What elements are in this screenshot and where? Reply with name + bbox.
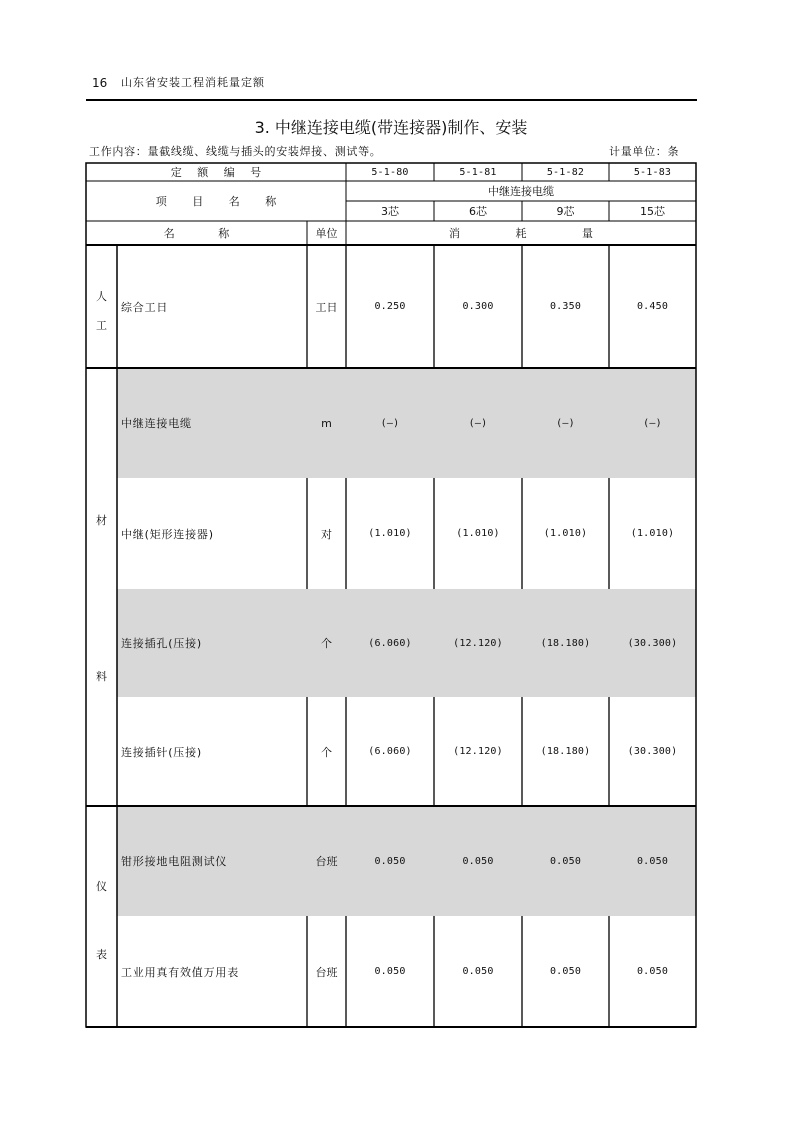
quota-table — [86, 163, 696, 1027]
table-header — [86, 163, 696, 245]
unit-of-measure: 计量单位：条 — [609, 145, 680, 158]
consumption-label: 消 耗 量 — [449, 227, 593, 240]
variant-label: 6芯 — [469, 205, 487, 218]
consumption-value: 0.050 — [549, 966, 582, 977]
item-unit: 台班 — [315, 965, 338, 979]
consumption-value: 0.450 — [636, 301, 669, 312]
consumption-value: (—) — [522, 368, 609, 478]
item-name: 连接插针(压接) — [121, 745, 202, 759]
consumption-value: 0.050 — [462, 966, 494, 977]
consumption-value: (18.180) — [540, 746, 591, 757]
consumption-value: 0.050 — [609, 806, 696, 916]
variant-label: 3芯 — [381, 205, 399, 218]
book-title: 山东省安装工程消耗量定额 — [121, 76, 265, 89]
quota-code: 5-1-83 — [633, 166, 672, 178]
category-label: 人工 — [96, 289, 107, 332]
item-unit: 对 — [321, 527, 332, 541]
consumption-value: 0.050 — [636, 966, 669, 977]
consumption-value: 0.050 — [522, 806, 609, 916]
category-material — [86, 368, 117, 806]
item-unit: m — [307, 368, 346, 478]
variant-label: 9芯 — [556, 205, 575, 218]
consumption-value: (30.300) — [627, 746, 678, 757]
consumption-value: (1.010) — [456, 528, 500, 539]
consumption-value: (6.060) — [346, 589, 434, 697]
quota-code: 5-1-80 — [371, 166, 409, 178]
quota-code: 5-1-82 — [546, 166, 585, 178]
item-name: 工业用真有效值万用表 — [121, 965, 239, 979]
consumption-value: 0.050 — [374, 966, 406, 977]
consumption-value: 0.300 — [462, 301, 494, 312]
consumption-value: (—) — [609, 368, 696, 478]
item-name: 钳形接地电阻测试仪 — [117, 806, 307, 916]
category-instrument — [86, 806, 117, 1027]
item-name: 连接插孔(压接) — [117, 589, 307, 697]
consumption-value: (1.010) — [630, 528, 675, 539]
quota-code-label: 定 额 编 号 — [170, 166, 262, 179]
consumption-value: (30.300) — [609, 589, 696, 697]
page-number: 16 — [92, 76, 108, 90]
consumption-value: (12.120) — [434, 589, 522, 697]
name-column-label: 名 称 — [163, 227, 230, 240]
consumption-value: (—) — [434, 368, 522, 478]
category-label: 仪表 — [96, 880, 107, 961]
consumption-value: (—) — [346, 368, 434, 478]
consumption-value: (12.120) — [453, 746, 503, 757]
item-group: 中继连接电缆 — [488, 185, 554, 198]
table-body — [86, 245, 696, 1027]
consumption-value: (18.180) — [522, 589, 609, 697]
item-name: 中继连接电缆 — [117, 368, 307, 478]
category-labor — [86, 245, 117, 368]
category-label: 材料 — [96, 514, 107, 683]
quota-code: 5-1-81 — [459, 166, 497, 178]
consumption-value: (1.010) — [368, 528, 412, 539]
consumption-value: 0.050 — [434, 806, 522, 916]
item-unit: 工日 — [315, 300, 338, 314]
item-unit: 台班 — [307, 806, 346, 916]
consumption-value: 0.350 — [549, 301, 582, 312]
item-unit: 个 — [307, 589, 346, 697]
header-rule — [86, 99, 697, 101]
item-name-label: 项 目 名 称 — [155, 195, 277, 208]
consumption-value: (1.010) — [543, 528, 588, 539]
consumption-value: (6.060) — [368, 746, 412, 757]
consumption-value: 0.050 — [346, 806, 434, 916]
consumption-value: 0.250 — [374, 301, 406, 312]
item-name: 中继(矩形连接器) — [121, 527, 214, 541]
item-name: 综合工日 — [121, 300, 169, 314]
work-content: 工作内容：量截线缆、线缆与插头的安装焊接、测试等。 — [89, 145, 382, 158]
section-title: 3. 中继连接电缆(带连接器)制作、安装 — [254, 118, 528, 137]
unit-column-label: 单位 — [315, 227, 338, 240]
variant-label: 15芯 — [640, 205, 665, 218]
item-unit: 个 — [321, 745, 332, 759]
